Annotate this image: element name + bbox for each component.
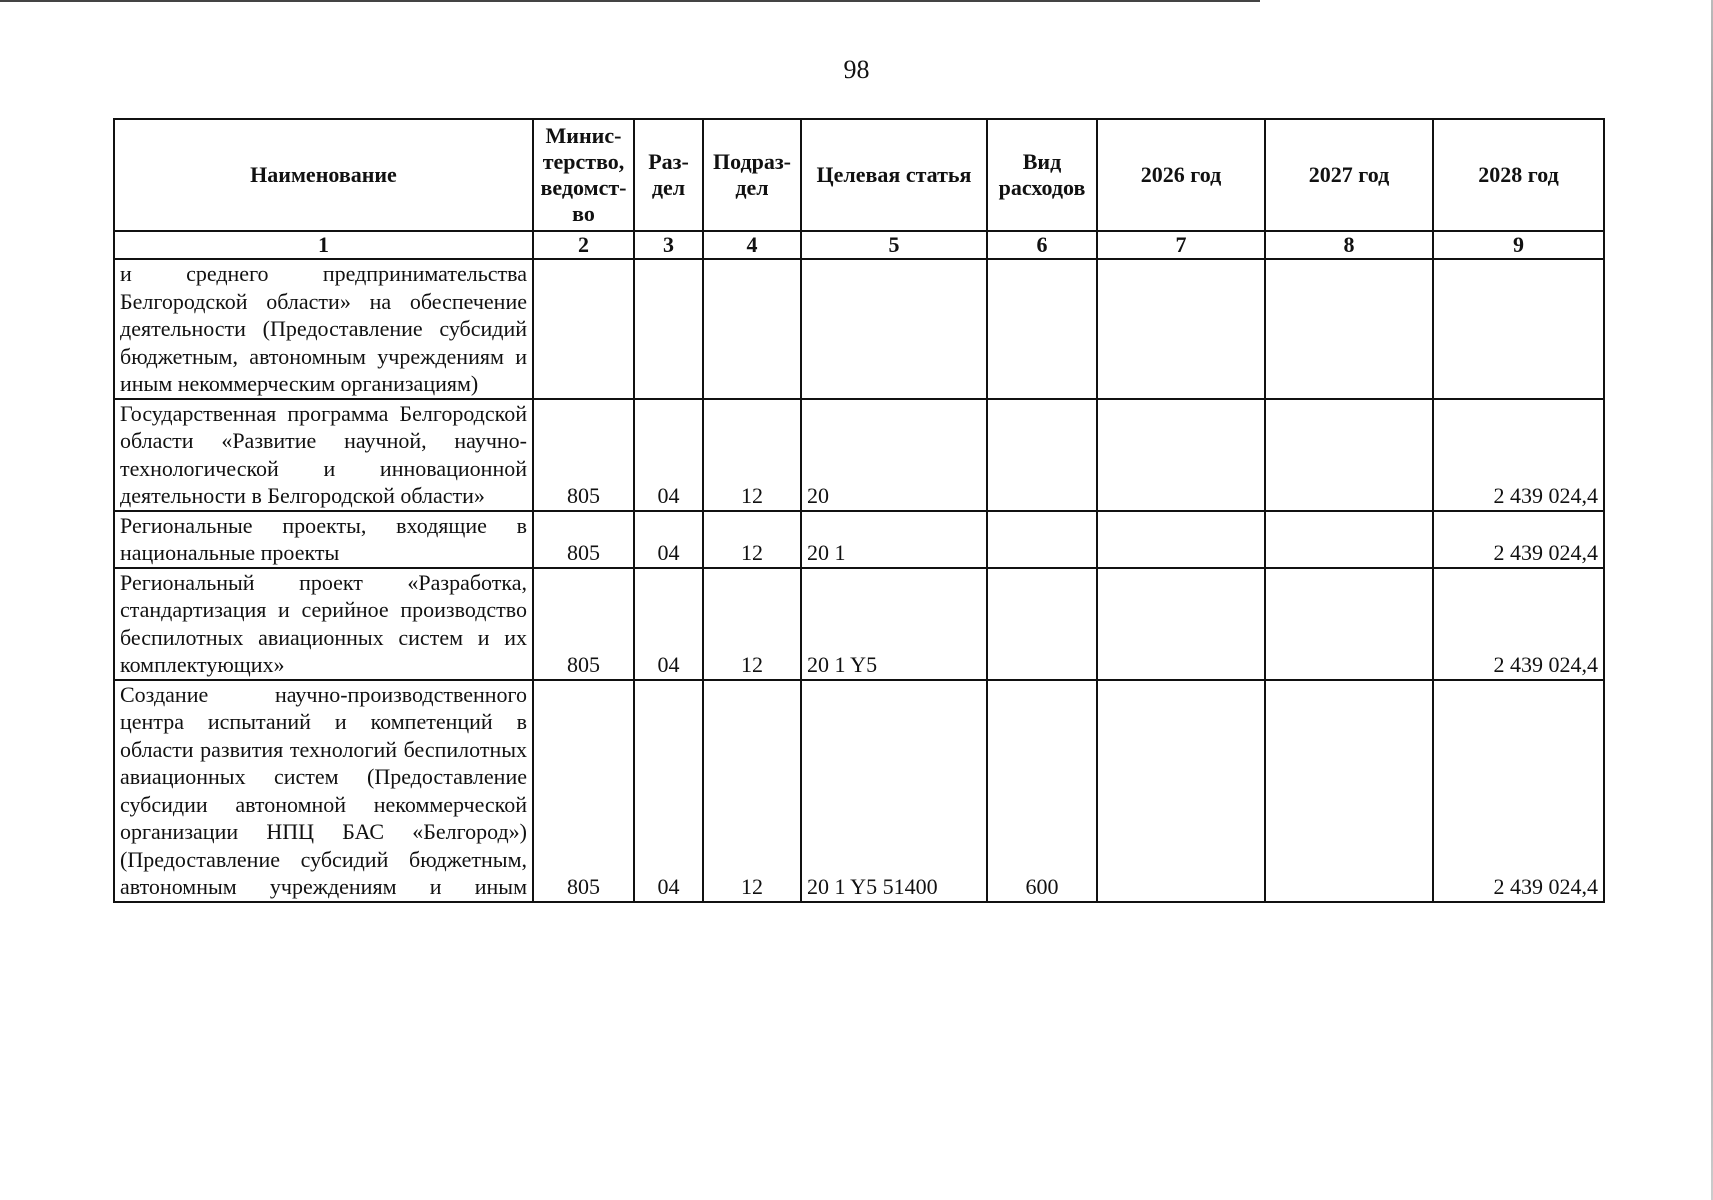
- table-row: [114, 259, 1604, 399]
- row-ministry: 805: [533, 511, 634, 568]
- row-target-article: [801, 259, 987, 399]
- row-expense-type: [987, 568, 1097, 680]
- row-section: 04: [634, 568, 703, 680]
- row-amount-2028: 2 439 024,4: [1433, 399, 1604, 511]
- scan-artifact-top-line: [0, 0, 1260, 2]
- row-expense-type: [987, 511, 1097, 568]
- table-row: [114, 568, 1604, 680]
- budget-table: [113, 118, 1605, 903]
- row-target-article: 20 1: [801, 511, 987, 568]
- row-amount-2028: 2 439 024,4: [1433, 680, 1604, 902]
- table-row: [114, 399, 1604, 511]
- table-row: [114, 511, 1604, 568]
- column-number: 7: [1097, 231, 1265, 259]
- row-subsection: 12: [703, 680, 801, 902]
- column-number: 9: [1433, 231, 1604, 259]
- table-row: [114, 680, 1604, 902]
- row-target-article: 20: [801, 399, 987, 511]
- header-expense-type: Вид расходов: [987, 119, 1097, 231]
- header-ministry: Минис-терство, ведомст-во: [533, 119, 634, 231]
- column-number: 1: [114, 231, 533, 259]
- header-year-2028: 2028 год: [1433, 119, 1604, 231]
- row-amount-2026: [1097, 399, 1265, 511]
- row-target-article: 20 1 Y5: [801, 568, 987, 680]
- row-amount-2026: [1097, 680, 1265, 902]
- row-name: Региональный проект «Разработка, стандартизация и серийное производство беспилотных авиационных систем и их комплектующих»: [114, 568, 533, 680]
- column-number: 6: [987, 231, 1097, 259]
- column-number: 5: [801, 231, 987, 259]
- row-expense-type: [987, 259, 1097, 399]
- header-target-article: Целевая статья: [801, 119, 987, 231]
- column-number-row: [114, 231, 1604, 259]
- header-row: [114, 119, 1604, 231]
- row-ministry: [533, 259, 634, 399]
- header-year-2027: 2027 год: [1265, 119, 1433, 231]
- row-amount-2028: 2 439 024,4: [1433, 568, 1604, 680]
- row-amount-2027: [1265, 511, 1433, 568]
- header-section: Раз-дел: [634, 119, 703, 231]
- row-subsection: 12: [703, 568, 801, 680]
- row-ministry: 805: [533, 680, 634, 902]
- row-amount-2028: [1433, 259, 1604, 399]
- row-subsection: 12: [703, 511, 801, 568]
- row-section: 04: [634, 680, 703, 902]
- column-number: 3: [634, 231, 703, 259]
- page-number: 98: [843, 55, 870, 84]
- row-name: Государственная программа Белгородской области «Развитие научной, научно-технологической и инновационной деятельности в Белгородской области»: [114, 399, 533, 511]
- row-ministry: 805: [533, 568, 634, 680]
- row-name: Создание научно-производственного центра испытаний и компетенций в области развития технологий беспилотных авиационных систем (Предоставление субсидии автономной некоммерческой организации НПЦ БАС «Белгород») (Предоставление субсидий бюджетным, автономным учреждениям и иным: [114, 680, 533, 902]
- row-subsection: 12: [703, 399, 801, 511]
- row-section: [634, 259, 703, 399]
- row-amount-2028: 2 439 024,4: [1433, 511, 1604, 568]
- row-amount-2027: [1265, 399, 1433, 511]
- row-amount-2027: [1265, 568, 1433, 680]
- row-subsection: [703, 259, 801, 399]
- header-year-2026: 2026 год: [1097, 119, 1265, 231]
- header-subsection: Подраз-дел: [703, 119, 801, 231]
- row-expense-type: 600: [987, 680, 1097, 902]
- row-section: 04: [634, 399, 703, 511]
- row-name: Региональные проекты, входящие в национальные проекты: [114, 511, 533, 568]
- row-amount-2027: [1265, 680, 1433, 902]
- row-amount-2026: [1097, 511, 1265, 568]
- row-amount-2027: [1265, 259, 1433, 399]
- row-ministry: 805: [533, 399, 634, 511]
- column-number: 2: [533, 231, 634, 259]
- row-target-article: 20 1 Y5 51400: [801, 680, 987, 902]
- row-amount-2026: [1097, 568, 1265, 680]
- header-name: Наименование: [114, 119, 533, 231]
- row-expense-type: [987, 399, 1097, 511]
- row-amount-2026: [1097, 259, 1265, 399]
- row-name: и среднего предпринимательства Белгородской области» на обеспечение деятельности (Предоставление субсидий бюджетным, автономным учреждениям и иным некоммерческим организациям): [114, 259, 533, 399]
- column-number: 8: [1265, 231, 1433, 259]
- column-number: 4: [703, 231, 801, 259]
- row-section: 04: [634, 511, 703, 568]
